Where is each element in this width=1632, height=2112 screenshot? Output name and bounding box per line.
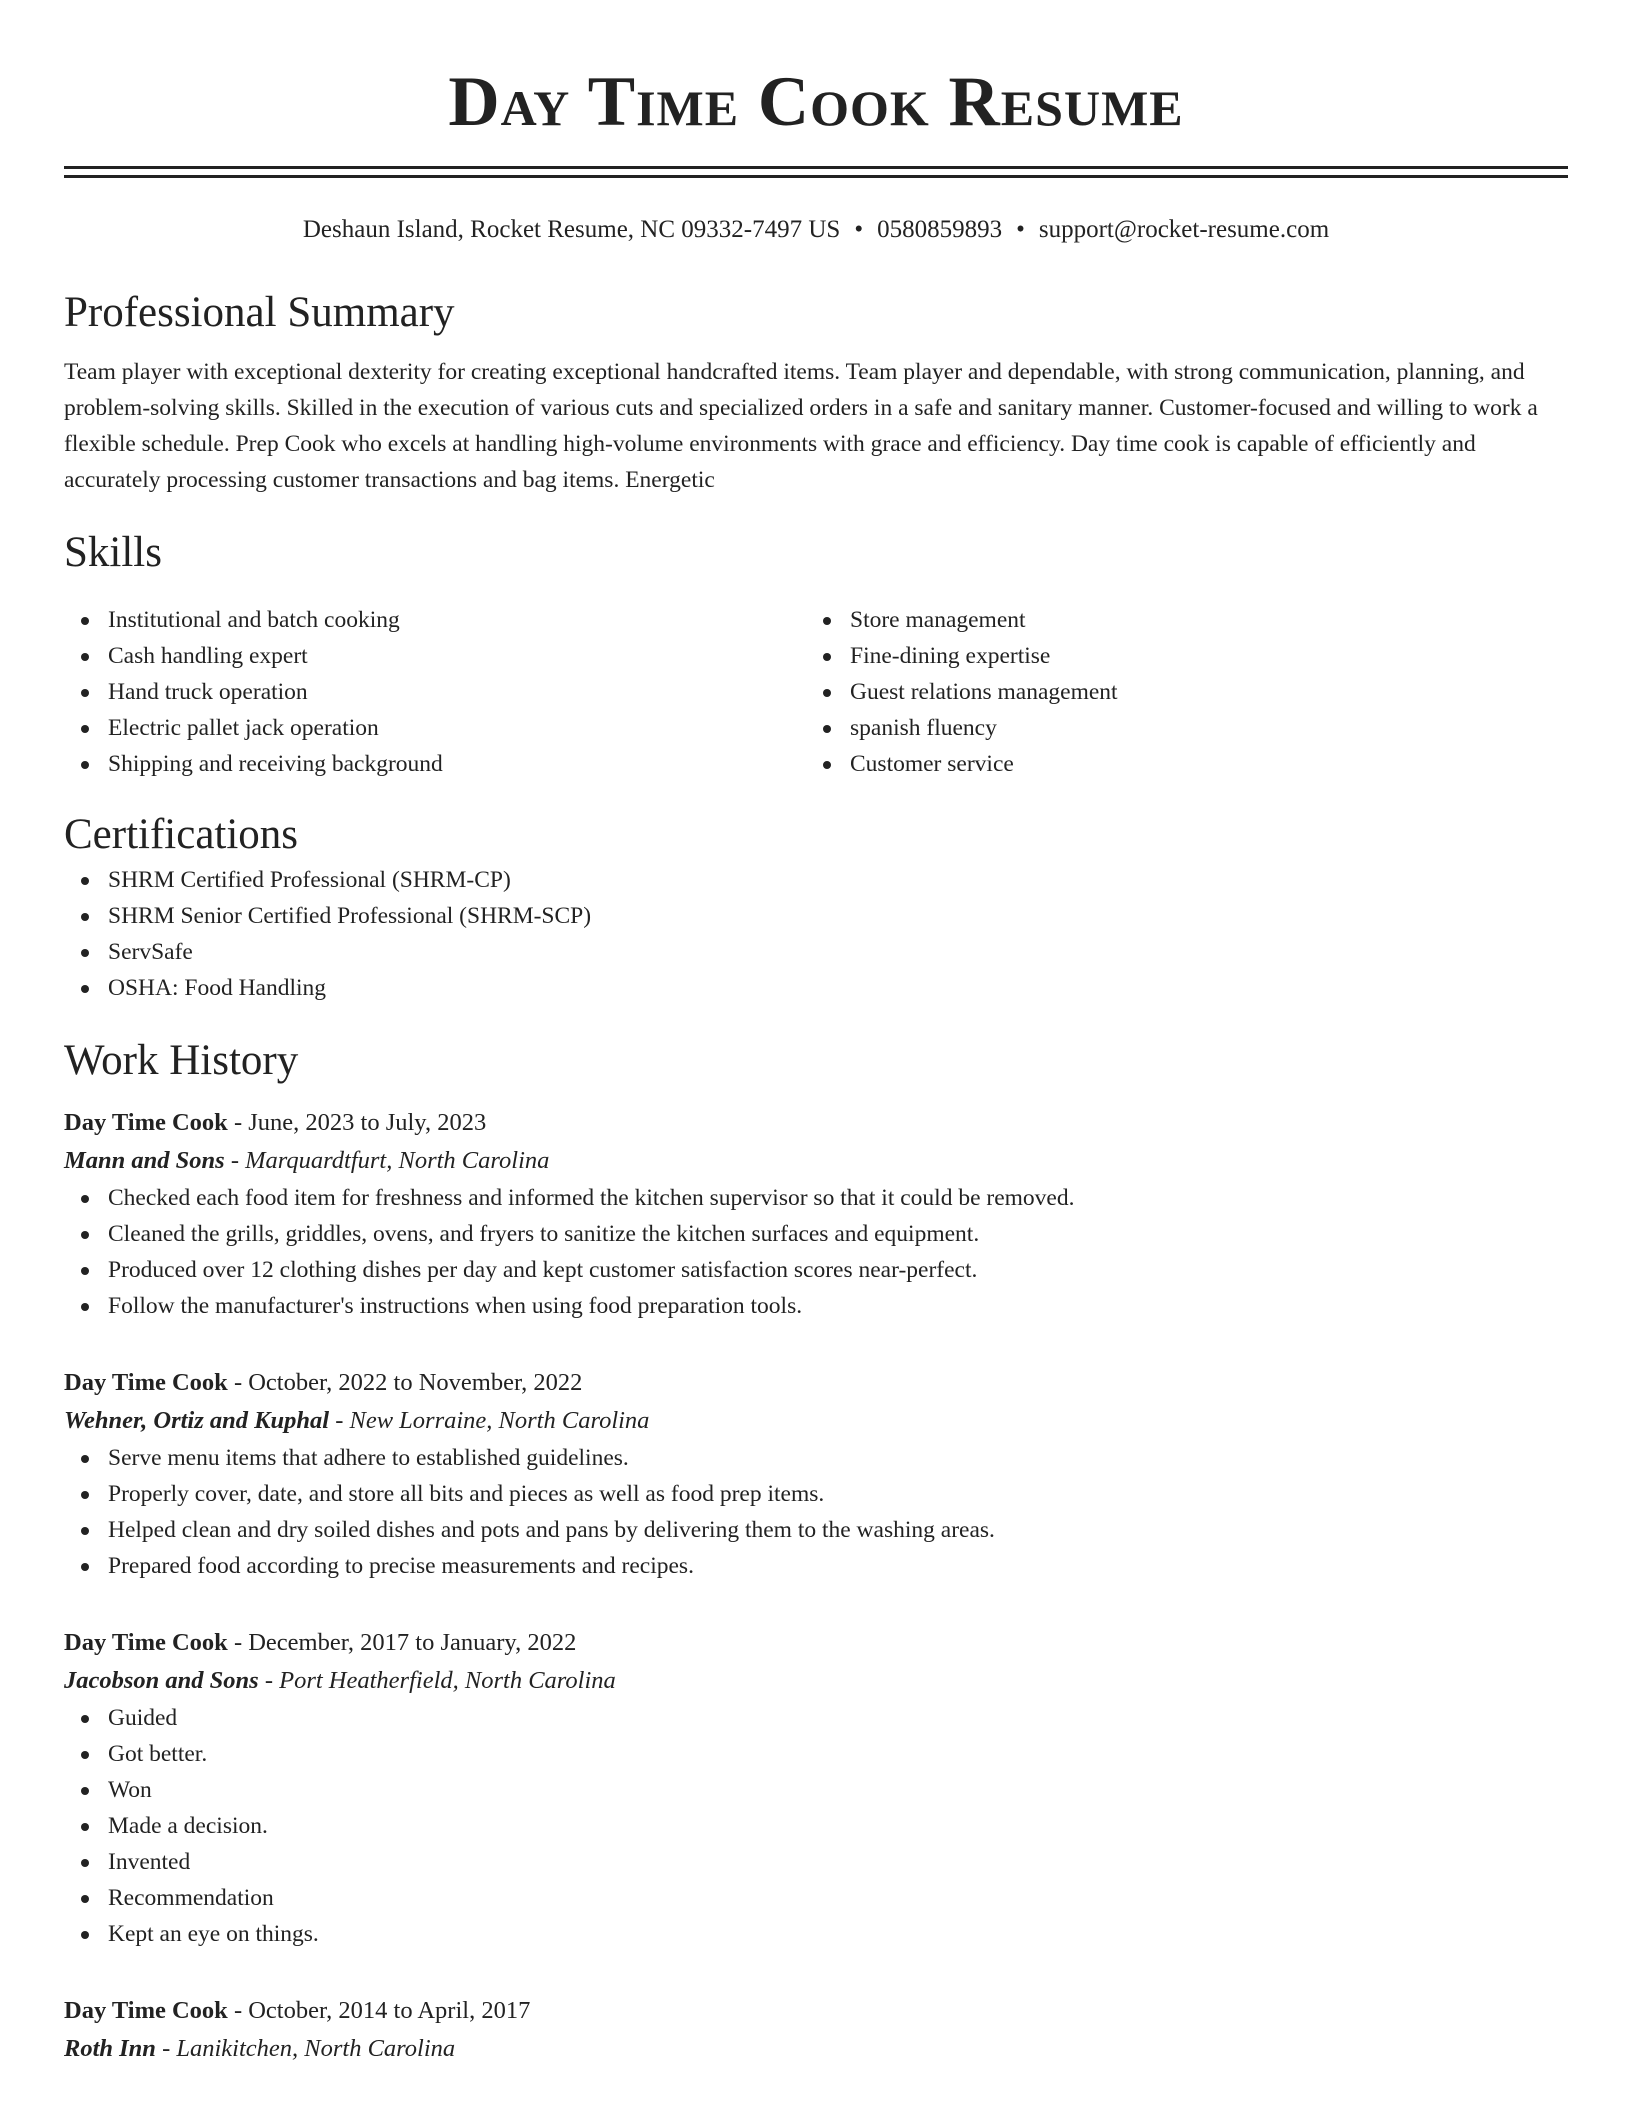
job-company: Mann and Sons [64,1147,225,1174]
skill-item: Cash handling expert [64,638,806,674]
job-role: Day Time Cook [64,1629,228,1656]
skill-item: Shipping and receiving background [64,746,806,782]
job-role: Day Time Cook [64,1997,228,2024]
skills-list-right [806,602,1548,782]
job-duty-item: Recommendation [64,1880,1568,1916]
skills-column-left [64,602,806,782]
job-dates: June, 2023 to July, 2023 [248,1109,487,1136]
job-company: Jacobson and Sons [64,1667,259,1694]
job-location: New Lorraine, North Carolina [349,1407,650,1434]
document-title: Day Time Cook Resume [448,63,1184,141]
job-entry [64,1992,1568,2068]
skill-item: Electric pallet jack operation [64,710,806,746]
job-duty-item: Serve menu items that adhere to established guidelines. [64,1440,1568,1476]
skills-column-right [806,602,1548,782]
contact-phone: 0580859893 [877,216,1003,243]
job-company-line: Jacobson and Sons - Port Heatherfield, North Carolina [64,1667,616,1694]
job-duties-list [64,1700,1568,1952]
job-title-line: Day Time Cook - June, 2023 to July, 2023 [64,1109,487,1136]
skills-list-left [64,602,806,782]
job-title-line: Day Time Cook - October, 2014 to April, 2017 [64,1997,531,2024]
job-duty-item: Cleaned the grills, griddles, ovens, and fryers to sanitize the kitchen surfaces and equipment. [64,1216,1568,1252]
certifications-heading: Certifications [64,811,299,858]
job-dates: December, 2017 to January, 2022 [248,1629,577,1656]
job-company: Roth Inn [64,2035,156,2062]
job-title-line: Day Time Cook - December, 2017 to January, 2022 [64,1629,577,1656]
skill-item: Hand truck operation [64,674,806,710]
job-title-line: Day Time Cook - October, 2022 to November, 2022 [64,1369,583,1396]
job-company-line: Mann and Sons - Marquardtfurt, North Carolina [64,1147,550,1174]
job-duties-list [64,1440,1568,1584]
resume-page [64,0,1568,2068]
certifications-list [64,862,1568,1006]
job-duty-item: Properly cover, date, and store all bits and pieces as well as food prep items. [64,1476,1568,1512]
job-duty-item: Won [64,1772,1568,1808]
job-location: Port Heatherfield, North Carolina [279,1667,616,1694]
job-duty-item: Made a decision. [64,1808,1568,1844]
summary-heading: Professional Summary [64,289,455,336]
contact-email[interactable]: support@rocket-resume.com [1038,216,1330,243]
job-duty-item: Got better. [64,1736,1568,1772]
contact-address: Deshaun Island, Rocket Resume, NC 09332-7497 US [302,216,841,243]
job-duty-item: Invented [64,1844,1568,1880]
job-company-line: Wehner, Ortiz and Kuphal - New Lorraine, North Carolina [64,1407,650,1434]
job-role: Day Time Cook [64,1369,228,1396]
job-company: Wehner, Ortiz and Kuphal [64,1407,330,1434]
job-location: Marquardtfurt, North Carolina [245,1147,550,1174]
job-duty-item: Follow the manufacturer's instructions when using food preparation tools. [64,1288,1568,1324]
job-duty-item: Checked each food item for freshness and informed the kitchen supervisor so that it could be removed. [64,1180,1568,1216]
job-duty-item: Guided [64,1700,1568,1736]
skill-item: Institutional and batch cooking [64,602,806,638]
job-entry [64,1624,1568,1952]
skill-item: spanish fluency [806,710,1548,746]
skill-item: Customer service [806,746,1548,782]
certification-item: OSHA: Food Handling [64,970,1568,1006]
certification-item: SHRM Certified Professional (SHRM-CP) [64,862,1568,898]
summary-text: Team player with exceptional dexterity for creating exceptional handcrafted items. Team player and dependable, with strong communication, planning, and problem-solving skills. Skilled in the execution of various cuts and specialized orders in a safe and sanitary manner. Customer-focused and willing to work a flexible schedule. Prep Cook who excels at handling high-volume environments with grace and efficiency. Day time cook is capable of efficiently and accurately processing customer transactions and bag items. Energetic [64,359,1538,493]
job-dates: October, 2022 to November, 2022 [248,1369,583,1396]
skill-item: Store management [806,602,1548,638]
job-location: Lanikitchen, North Carolina [176,2035,456,2062]
contact-line [64,214,1568,246]
job-duty-item: Kept an eye on things. [64,1916,1568,1952]
contact-separator: • [854,216,864,243]
job-company-line: Roth Inn - Lanikitchen, North Carolina [64,2035,456,2062]
certification-item: ServSafe [64,934,1568,970]
job-role: Day Time Cook [64,1109,228,1136]
job-duty-item: Helped clean and dry soiled dishes and pots and pans by delivering them to the washing areas. [64,1512,1568,1548]
work-history-heading: Work History [64,1037,299,1084]
work-history-list [64,1104,1568,2068]
job-duties-list [64,1180,1568,1324]
skills-heading: Skills [64,529,162,576]
job-duty-item: Prepared food according to precise measurements and recipes. [64,1548,1568,1584]
certification-item: SHRM Senior Certified Professional (SHRM-SCP) [64,898,1568,934]
skill-item: Guest relations management [806,674,1548,710]
job-entry [64,1364,1568,1584]
skill-item: Fine-dining expertise [806,638,1548,674]
skills-columns [64,602,1568,782]
job-duty-item: Produced over 12 clothing dishes per day and kept customer satisfaction scores near-perfect. [64,1252,1568,1288]
job-dates: October, 2014 to April, 2017 [248,1997,531,2024]
contact-separator: • [1016,216,1025,243]
job-entry [64,1104,1568,1324]
title-divider [64,166,1568,178]
